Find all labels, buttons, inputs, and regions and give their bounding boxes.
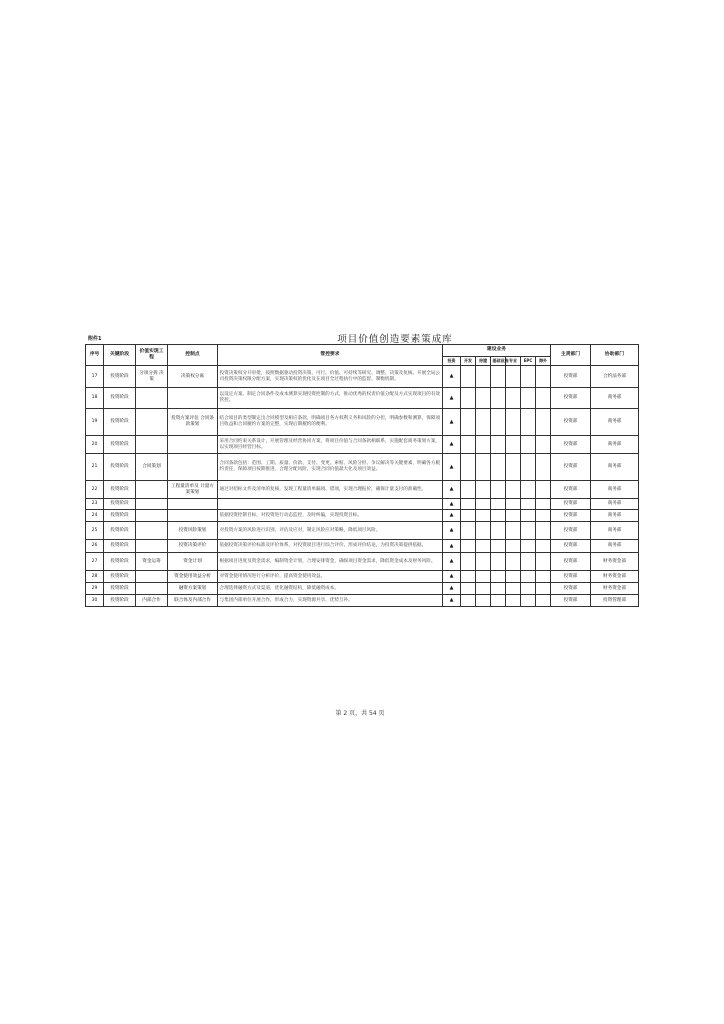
cell-requirement: 依据投资决策评价标准及评价体系，对投资项目进行综合评价，形成评价结论，为投资决策提供依据。 [218,540,443,553]
cell-empty [476,522,491,540]
table-row [86,522,639,540]
cell-empty [536,522,551,540]
cell-empty [521,454,536,481]
table-row [86,409,639,436]
cell-point [168,499,218,510]
cell-lead-dept: 投资部 [551,436,591,454]
cell-empty [461,540,476,553]
cell-empty [521,436,536,454]
cell-empty [506,540,521,553]
cell-stage: 投资阶段 [104,540,136,553]
cell-no: 22 [86,481,104,499]
header-no: 序号 [86,345,104,366]
cell-no: 26 [86,540,104,553]
cell-lead-dept: 投资部 [551,454,591,481]
cell-empty [536,583,551,595]
cell-assist-dept: 商务部 [591,540,639,553]
cell-empty [506,409,521,436]
header-stage: 关键阶段 [104,345,136,366]
table-row [86,436,639,454]
cell-no: 29 [86,583,104,595]
cell-stage: 投资阶段 [104,553,136,571]
cell-empty [521,409,536,436]
cell-point [168,436,218,454]
cell-empty [506,510,521,522]
cell-project [136,583,168,595]
cell-empty [521,583,536,595]
cell-requirement: 通过对招标文件及清单的复核，发现工程量清单漏项、错项，实现合理报价，确保计量支付的准确性。 [218,481,443,499]
cell-empty [521,388,536,409]
cell-empty [536,510,551,522]
cell-requirement: 结合项目的类型制定出合同模型及相应条款，明确项目各方权利义务和风险的分担，明确参数和测算，保障项目收益和合同履约方案的完整，实现后期履约的便利。 [218,409,443,436]
cell-requirement: 合理选择融资方式及渠道，优化融资结构，降低融资成本。 [218,583,443,595]
table-row [86,499,639,510]
cell-empty [476,388,491,409]
cell-empty [476,436,491,454]
cell-empty [506,583,521,595]
cell-empty [506,571,521,583]
page-footer: 第 2 页，共 54 页 [335,710,385,717]
cell-assist-dept: 投资管理部 [591,595,639,607]
cell-investment-mark: ▲ [443,571,461,583]
table-row [86,540,639,553]
header-subcol: 专业 [506,357,521,366]
cell-empty [506,454,521,481]
cell-assist-dept: 商务部 [591,409,639,436]
cell-requirement: 合同条款包括：范围、工期、质量、价款、支付、变更、索赔、风险分担、争议解决等关键要素，明确各方履约责任，保障项目按期推进，合理分配风险，实现合同价值最大化及项目效益。 [218,454,443,481]
cell-requirement: 依据投资控制目标，对投资进行动态监控，及时纠偏，实现投资目标。 [218,510,443,522]
cell-empty [521,481,536,499]
cell-project: 资金运筹 [136,553,168,571]
cell-assist-dept: 财务资金部 [591,571,639,583]
cell-assist-dept: 财务资金部 [591,583,639,595]
cell-point: 联合体及内部合作 [168,595,218,607]
cell-no: 20 [86,436,104,454]
cell-investment-mark: ▲ [443,540,461,553]
cell-assist-dept: 财务资金部 [591,553,639,571]
header-subcol: 房建 [476,357,491,366]
cell-empty [491,553,506,571]
cell-empty [491,366,506,388]
cell-empty [536,366,551,388]
cell-lead-dept: 投资部 [551,595,591,607]
header-subcol: 基础设施 [491,357,506,366]
cell-no: 19 [86,409,104,436]
cell-investment-mark: ▲ [443,366,461,388]
header-subcol: EPC [521,357,536,366]
cell-empty [476,499,491,510]
cell-empty [506,388,521,409]
cell-project [136,540,168,553]
cell-empty [461,522,476,540]
cell-stage: 投资阶段 [104,583,136,595]
cell-requirement: 根据项目进度及资金需求，编制资金计划，合理安排资金，确保项目资金需求，降低资金成本及财务风险。 [218,553,443,571]
cell-empty [491,436,506,454]
cell-project [136,522,168,540]
header-assist: 协助部门 [591,345,639,366]
cell-empty [461,454,476,481]
cell-empty [536,436,551,454]
attachment-label: 附件1 [88,336,102,342]
cell-project: 分项分拆 决策 [136,366,168,388]
cell-point [168,454,218,481]
header-subcol: 开发 [461,357,476,366]
cell-empty [491,510,506,522]
cell-no: 30 [86,595,104,607]
cell-lead-dept: 投资部 [551,540,591,553]
cell-empty [506,366,521,388]
cell-empty [521,571,536,583]
cell-assist-dept: 商务部 [591,481,639,499]
cell-empty [521,540,536,553]
cell-empty [491,522,506,540]
cell-empty [536,540,551,553]
cell-project [136,499,168,510]
cell-empty [461,436,476,454]
cell-no: 23 [86,499,104,510]
cell-investment-mark: ▲ [443,454,461,481]
cell-empty [491,540,506,553]
header-lead: 主责部门 [551,345,591,366]
cell-empty [506,481,521,499]
cell-point [168,388,218,409]
cell-lead-dept: 投资部 [551,510,591,522]
cell-empty [506,522,521,540]
cell-empty [536,409,551,436]
cell-point: 投资决策评价 [168,540,218,553]
table-row [86,388,639,409]
cell-investment-mark: ▲ [443,583,461,595]
cell-requirement: 对资金使用情况进行分析评价，提高资金使用效益。 [218,571,443,583]
cell-requirement: 采用合同约束关系设计，开展管理及经营协同方案，将项目价值与合同条款相联系，实施配套商务策划方案，以实现项目经营目标。 [218,436,443,454]
cell-empty [461,571,476,583]
cell-empty [461,583,476,595]
cell-empty [491,583,506,595]
cell-point: 决策权分离 [168,366,218,388]
cell-assist-dept: 商务部 [591,499,639,510]
cell-empty [476,595,491,607]
cell-stage: 投资阶段 [104,481,136,499]
cell-no: 17 [86,366,104,388]
cell-empty [521,553,536,571]
cell-lead-dept: 投资部 [551,522,591,540]
cell-empty [506,553,521,571]
cell-empty [461,481,476,499]
cell-no: 21 [86,454,104,481]
cell-point: 资金计划 [168,553,218,571]
cell-assist-dept: 商务部 [591,522,639,540]
cell-point: 投资方案评估 合同条款策划 [168,409,218,436]
cell-requirement [218,499,443,510]
cell-investment-mark: ▲ [443,481,461,499]
cell-no: 25 [86,522,104,540]
cell-stage: 投资阶段 [104,595,136,607]
cell-investment-mark: ▲ [443,409,461,436]
cell-requirement: 与集团内部单位开展合作，形成合力，实现资源共享、优势互补。 [218,595,443,607]
cell-project [136,571,168,583]
cell-empty [476,454,491,481]
cell-empty [491,409,506,436]
table-row [86,510,639,522]
cell-investment-mark: ▲ [443,553,461,571]
cell-empty [491,454,506,481]
cell-lead-dept: 投资部 [551,366,591,388]
cell-empty [521,510,536,522]
table-row [86,366,639,388]
cell-stage: 投资阶段 [104,499,136,510]
cell-empty [536,454,551,481]
cell-empty [536,388,551,409]
cell-empty [476,481,491,499]
header-subcol: 投资 [443,357,461,366]
cell-empty [491,388,506,409]
cell-stage: 投资阶段 [104,366,136,388]
cell-empty [476,553,491,571]
cell-empty [461,388,476,409]
cell-empty [521,499,536,510]
cell-empty [476,510,491,522]
cell-investment-mark: ▲ [443,522,461,540]
cell-empty [491,571,506,583]
cell-assist-dept: 合约法务部 [591,366,639,388]
cell-empty [461,409,476,436]
cell-project [136,388,168,409]
cell-empty [536,499,551,510]
cell-investment-mark: ▲ [443,595,461,607]
cell-investment-mark: ▲ [443,388,461,409]
cell-lead-dept: 投资部 [551,553,591,571]
cell-no: 24 [86,510,104,522]
cell-assist-dept: 商务部 [591,436,639,454]
cell-project: 内部合作 [136,595,168,607]
cell-empty [476,409,491,436]
cell-assist-dept: 商务部 [591,388,639,409]
cell-point: 工程量清单及 计量方案策划 [168,481,218,499]
cell-project [136,436,168,454]
cell-empty [491,595,506,607]
cell-project: 合同策划 [136,454,168,481]
header-subcol: 海外 [536,357,551,366]
header-point: 控制点 [168,345,218,366]
cell-assist-dept: 商务部 [591,510,639,522]
cell-point: 融资方案策划 [168,583,218,595]
cell-no: 18 [86,388,104,409]
cell-empty [476,583,491,595]
cell-empty [476,366,491,388]
header-project: 价值实现工程 [136,345,168,366]
cell-requirement: 以设定方案、制定合同条件及成本测算实现投资控制的方式，推动优秀的权责价值分配及方式实现项目的有效管控。 [218,388,443,409]
cell-empty [536,481,551,499]
cell-lead-dept: 投资部 [551,571,591,583]
cell-empty [536,571,551,583]
table-row [86,595,639,607]
cell-stage: 投资阶段 [104,522,136,540]
table-row [86,583,639,595]
header-business: 建设业务 [443,345,551,357]
cell-assist-dept: 商务部 [591,454,639,481]
cell-empty [491,499,506,510]
cell-stage: 投资阶段 [104,510,136,522]
cell-no: 27 [86,553,104,571]
cell-point: 资金使用效益分析 [168,571,218,583]
cell-stage: 投资阶段 [104,409,136,436]
cell-empty [476,571,491,583]
page-title: 项目价值创造要素策成库 [337,334,453,345]
cell-empty [461,366,476,388]
cell-lead-dept: 投资部 [551,481,591,499]
table-row [86,481,639,499]
cell-empty [536,553,551,571]
cell-empty [461,553,476,571]
cell-empty [506,499,521,510]
cell-lead-dept: 投资部 [551,409,591,436]
cell-lead-dept: 投资部 [551,388,591,409]
cell-stage: 投资阶段 [104,388,136,409]
cell-project [136,409,168,436]
cell-lead-dept: 投资部 [551,583,591,595]
cell-requirement: 对投资方案的风险进行识别、评估及应对，制定风险应对策略，降低项目风险。 [218,522,443,540]
elements-table [85,344,639,607]
header-req: 管控要求 [218,345,443,366]
cell-investment-mark: ▲ [443,510,461,522]
cell-requirement: 投资决策权分开审批，按照数据驱动投资决策，可行、价值、可持续等研究、调整、决策及复核。开展全局公司投资决策权限分配方案，实现决策权的优化及在项目全过程执行中的监督、制衡机制。 [218,366,443,388]
cell-empty [476,540,491,553]
cell-stage: 投资阶段 [104,454,136,481]
cell-empty [506,595,521,607]
cell-project [136,510,168,522]
cell-no: 28 [86,571,104,583]
cell-empty [461,595,476,607]
table-row [86,553,639,571]
cell-empty [536,595,551,607]
cell-lead-dept: 投资部 [551,499,591,510]
cell-empty [491,481,506,499]
cell-project [136,481,168,499]
cell-point [168,510,218,522]
cell-empty [461,510,476,522]
cell-empty [521,366,536,388]
cell-stage: 投资阶段 [104,571,136,583]
table-row [86,454,639,481]
cell-empty [461,499,476,510]
cell-empty [521,522,536,540]
cell-empty [506,436,521,454]
cell-stage: 投资阶段 [104,436,136,454]
cell-investment-mark: ▲ [443,499,461,510]
table-row [86,571,639,583]
cell-investment-mark: ▲ [443,436,461,454]
cell-point: 投资风险策划 [168,522,218,540]
cell-empty [521,595,536,607]
